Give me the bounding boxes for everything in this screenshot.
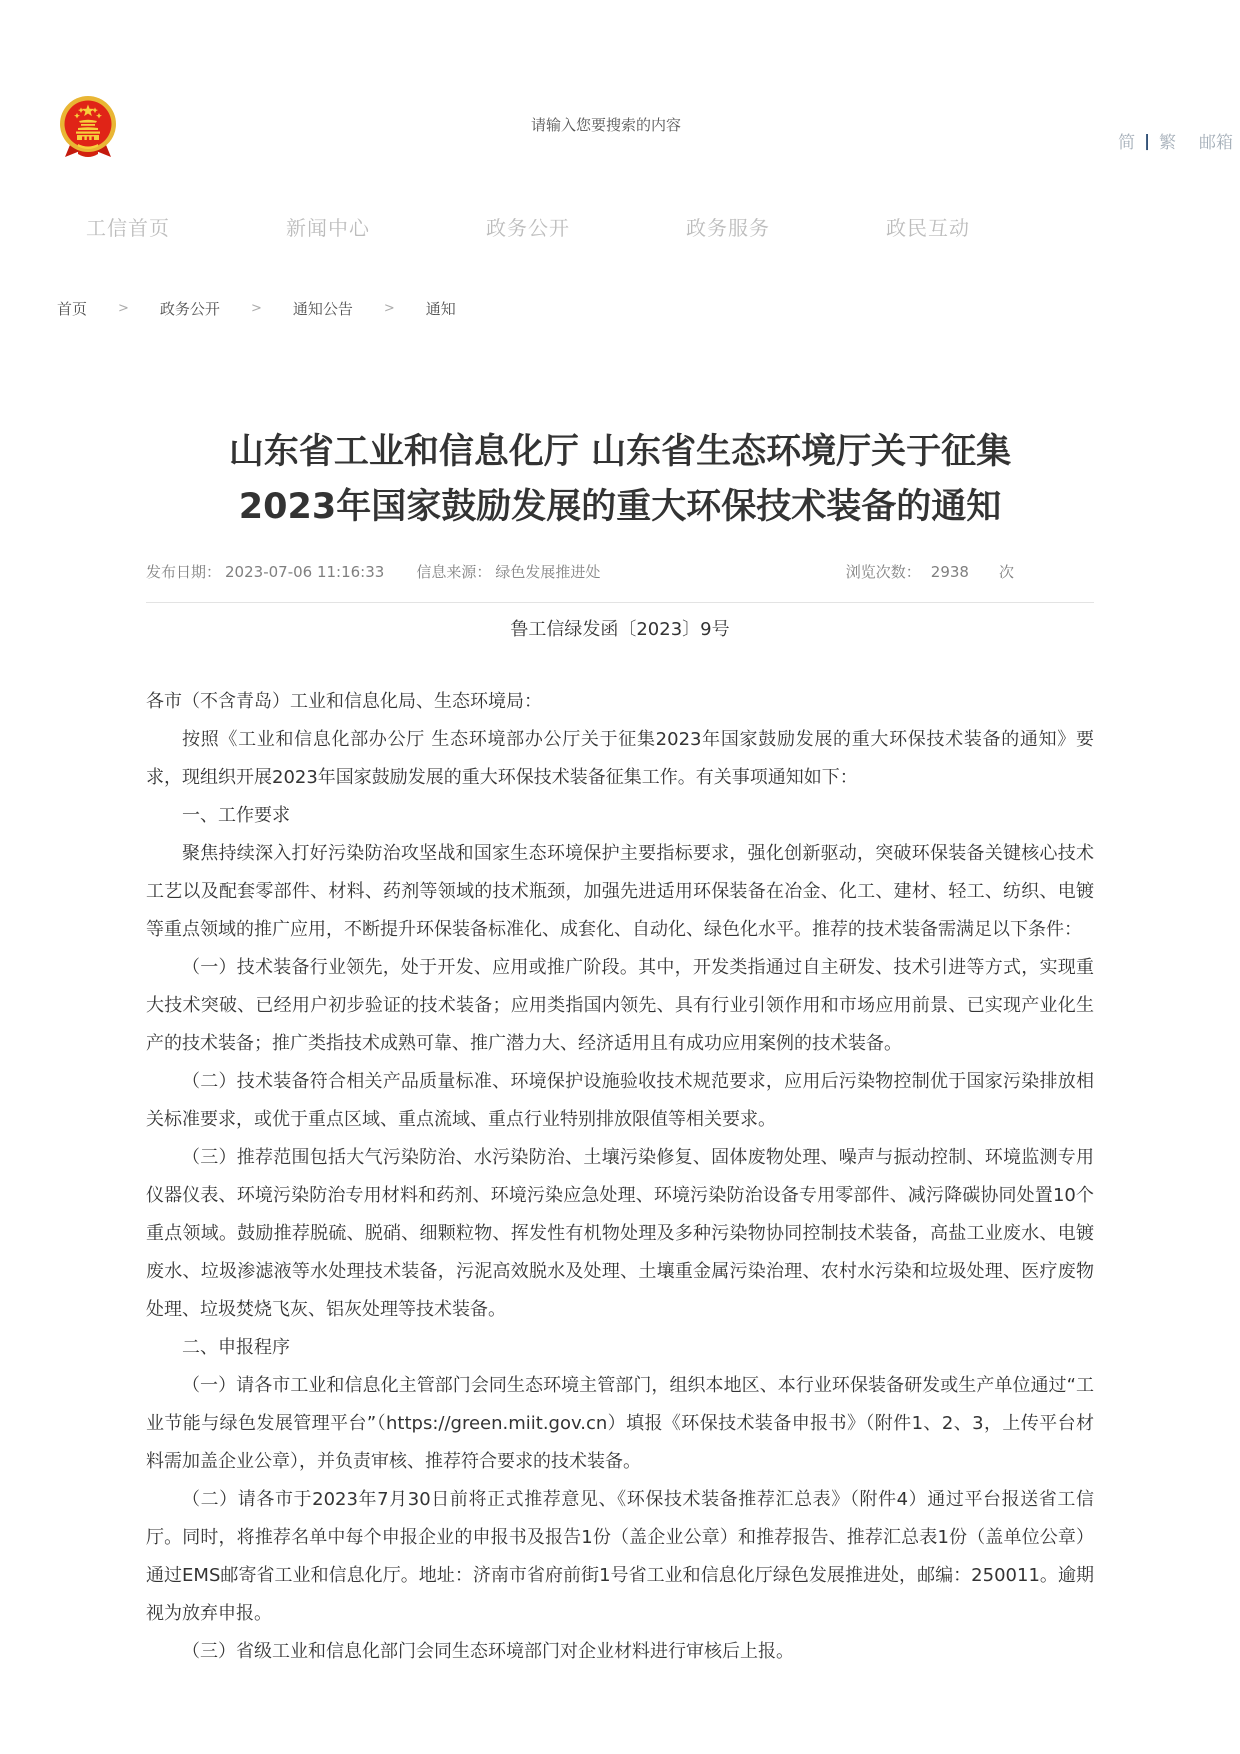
breadcrumb-current: 通知 [425,300,456,318]
page-title-line2: 2023年国家鼓励发展的重大环保技术装备的通知 [238,487,1002,527]
national-emblem-icon [56,94,120,162]
paragraph: 聚焦持续深入打好污染防治攻坚战和国家生态环境保护主要指标要求，强化创新驱动，突破环保装备关键核心技术工艺以及配套零部件、材料、药剂等领域的技术瓶颈，加强先进适用环保装备在冶金、化工、建材、轻工、纺织、电镀等重点领域的推广应用，不断提升环保装备标准化、成套化、自动化、绿色化水平。推荐的技术装备需满足以下条件： [146,843,1094,940]
doc-number: 鲁工信绿发函〔2023〕9号 [510,619,730,640]
breadcrumb-home[interactable]: 首页 [57,300,88,318]
breadcrumb-gov-info[interactable]: 政务公开 [159,300,220,318]
site-logo[interactable] [56,94,120,162]
divider [146,602,1094,603]
breadcrumb-separator: > [383,301,395,316]
nav-item-interaction[interactable]: 政民互动 [886,216,970,240]
nav-item-home[interactable]: 工信首页 [86,216,170,240]
page-title-line1: 山东省工业和信息化厅 山东省生态环境厅关于征集 [228,432,1012,472]
breadcrumb-notices[interactable]: 通知公告 [292,300,353,318]
paragraph: （二）请各市于2023年7月30日前将正式推荐意见、《环保技术装备推荐汇总表》（附件4）通过平台报送省工信厅。同时，将推荐名单中每个申报企业的申报书及报告1份（盖企业公章）和推荐报告、推荐汇总表1份（盖单位公章）通过EMS邮寄省工业和信息化厅。地址：济南市省府前街1号省工业和信息化厅绿色发展推进处，邮编：250011。逾期视为放弃申报。 [146,1489,1094,1624]
paragraph: （一）技术装备行业领先，处于开发、应用或推广阶段。其中，开发类指通过自主研发、技术引进等方式，实现重大技术突破、已经用户初步验证的技术装备；应用类指国内领先、具有行业引领作用和市场应用前景、已实现产业化生产的技术装备；推广类指技术成熟可靠、推广潜力大、经济适用且有成功应用案例的技术装备。 [146,957,1094,1054]
breadcrumb-separator: > [118,301,129,316]
lang-divider: | [1144,131,1150,150]
view-count: 浏览次数： 2938 次 [845,563,1014,581]
paragraph: （三）省级工业和信息化部门会同生态环境部门对企业材料进行审核后上报。 [182,1641,794,1662]
nav-item-gov-services[interactable]: 政务服务 [686,216,770,240]
nav-item-gov-info[interactable]: 政务公开 [486,216,570,240]
article-body [146,683,1094,1671]
paragraph-section-heading: 二、申报程序 [182,1337,290,1358]
article [146,425,1094,1671]
info-source: 信息来源： 绿色发展推进处 [416,563,601,581]
lang-traditional-link[interactable]: 繁 [1159,133,1176,153]
breadcrumb [57,298,456,319]
nav-item-news[interactable]: 新闻中心 [286,216,370,240]
article-meta [146,561,1094,582]
paragraph: （三）推荐范围包括大气污染防治、水污染防治、土壤污染修复、固体废物处理、噪声与振动控制、环境监测专用仪器仪表、环境污染防治专用材料和药剂、环境污染应急处理、环境污染防治设备专用零部件、减污降碳协同处置10个重点领域。鼓励推荐脱硫、脱硝、细颗粒物、挥发性有机物处理及多种污染物协同控制技术装备，高盐工业废水、电镀废水、垃圾渗滤液等水处理技术装备，污泥高效脱水及处理、土壤重金属污染治理、农村水污染和垃圾处理、医疗废物处理、垃圾焚烧飞灰、铝灰处理等技术装备。 [146,1147,1094,1320]
lang-simplified-link[interactable]: 简 [1118,133,1136,153]
main-nav [0,212,1240,241]
language-switcher [1109,128,1237,153]
paragraph: （一）请各市工业和信息化主管部门会同生态环境主管部门，组织本地区、本行业环保装备研发或生产单位通过“工业节能与绿色发展管理平台”（https://green.miit.gov.cn）填报《环保技术装备申报书》（附件1、2、3，上传平台材料需加盖企业公章），并负责审核、推荐符合要求的技术装备。 [146,1375,1094,1472]
paragraph: 按照《工业和信息化部办公厅 生态环境部办公厅关于征集2023年国家鼓励发展的重大环保技术装备的通知》要求，现组织开展2023年国家鼓励发展的重大环保技术装备征集工作。有关事项通知如下： [146,729,1094,788]
mailbox-link[interactable]: 邮箱 [1199,133,1233,153]
paragraph-salutation: 各市（不含青岛）工业和信息化局、生态环境局： [146,691,542,712]
search-input[interactable] [531,110,871,140]
publish-date: 发布日期： 2023-07-06 11:16:33 [146,563,385,581]
page-title [146,425,1094,535]
paragraph-section-heading: 一、工作要求 [182,805,290,826]
paragraph: （二）技术装备符合相关产品质量标准、环境保护设施验收技术规范要求，应用后污染物控制优于国家污染排放相关标准要求，或优于重点区域、重点流域、重点行业特别排放限值等相关要求。 [146,1071,1094,1130]
breadcrumb-separator: > [250,301,262,316]
